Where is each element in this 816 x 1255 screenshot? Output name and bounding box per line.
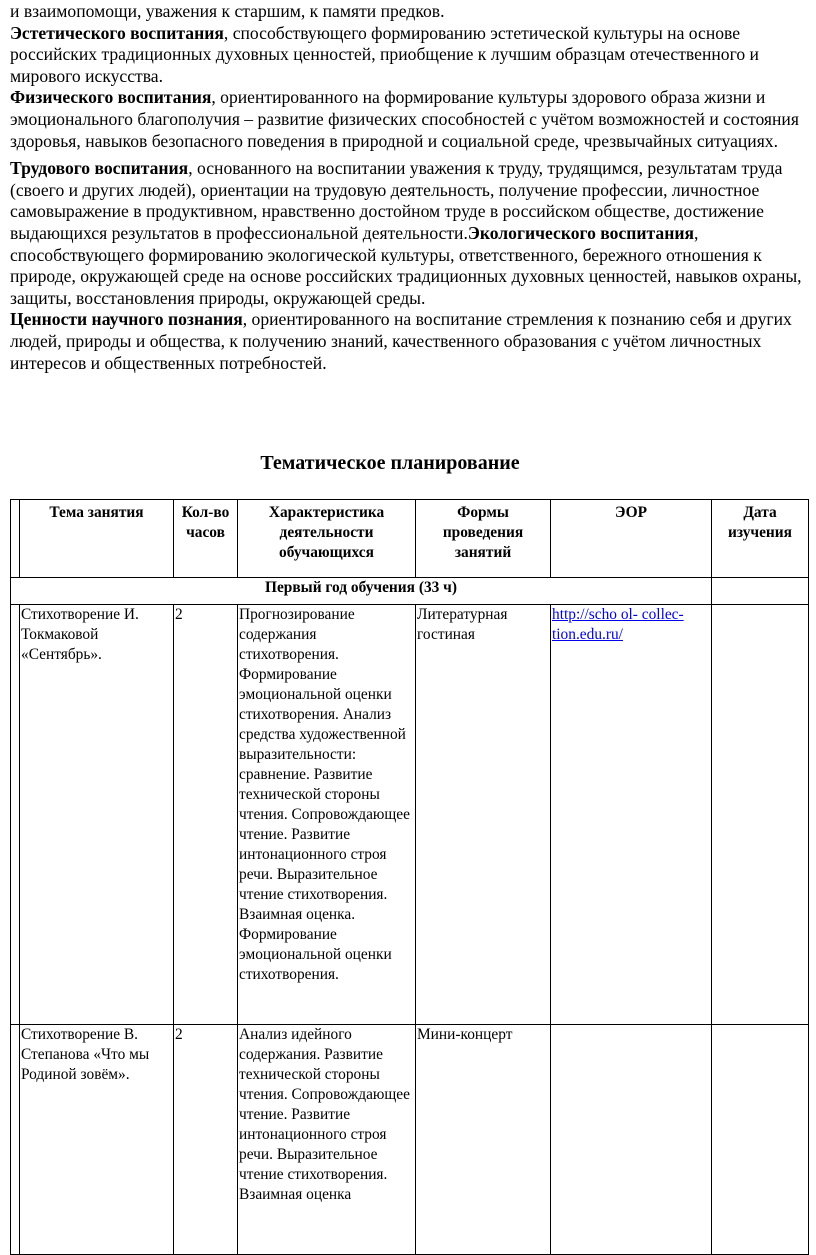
labor-text: , основанного на воспитании уважения к труду, трудящимся, результатам труда (своего и других людей), ориентации на трудовую деятельность, получение профессии, личностное самовыражение в продуктивном, нравственно достойном труде в российском обществе, достижение выдающихся результатов в профессиональной деятельности. (10, 158, 783, 243)
row-eor (551, 1025, 712, 1255)
row-activity: Анализ идейного содержания. Развитие технической стороны чтения. Сопровождающее чтение. Развитие интонационного строя речи. Выразительное чтение стихотворения. Взаимная оценка (238, 1025, 416, 1255)
row-form: Мини-концерт (416, 1025, 551, 1255)
eor-link[interactable]: http://scho ol- collec- tion.edu.ru/ (552, 606, 684, 643)
header-form: Формы проведения занятий (416, 500, 551, 578)
header-date: Дата изучения (712, 500, 809, 578)
physical-heading: Физического воспитания (10, 87, 212, 108)
header-eor: ЭОР (551, 500, 712, 578)
intro-tail-paragraph: и взаимопомощи, уважения к старшим, к памяти предков. (10, 1, 445, 21)
header-spacer-cell (11, 500, 20, 578)
physical-paragraph (10, 87, 808, 152)
row-topic: Стихотворение И. Токмаковой «Сентябрь». (20, 605, 174, 1025)
row-form: Литературная гостиная (416, 605, 551, 1025)
aesthetic-heading: Эстетического воспитания (10, 22, 224, 43)
table-header-row (11, 500, 809, 578)
row-hours: 2 (174, 605, 238, 1025)
row-date (712, 605, 809, 1025)
row-spacer-cell (11, 1025, 20, 1255)
table-row (11, 605, 809, 1025)
row-date (712, 1025, 809, 1255)
year-row (11, 578, 809, 605)
ecology-text: , способствующего формированию экологической культуры, ответственного, бережного отношения к природе, окружающей среде на основе российских традиционных духовных ценностей, навыков охраны, защиты, восстановления природы, окружающей среды. (10, 222, 802, 308)
science-text: , ориентированного на воспитание стремления к познанию себя и других людей, природы и общества, к получению знаний, качественного образования с учётом личностных интересов и общественных потребностей. (10, 309, 792, 373)
section-title: Тематическое планирование (260, 452, 520, 474)
row-topic: Стихотворение В. Степанова «Что мы Родиной зовём». (20, 1025, 174, 1255)
row-activity: Прогнозирование содержания стихотворения. Формирование эмоциональной оценки стихотворения. Анализ средства художественной выразительности: сравнение. Развитие технической стороны чтения. Сопровождающее чтение. Развитие интонационного строя речи. Выразительное чтение стихотворения. Взаимная оценка. Формирование эмоциональной оценки стихотворения. (238, 605, 416, 1025)
table-row (11, 1025, 809, 1255)
header-topic: Тема занятия (20, 500, 174, 578)
row-hours: 2 (174, 1025, 238, 1255)
row-eor (551, 605, 712, 1025)
aesthetic-paragraph (10, 23, 808, 88)
science-paragraph (10, 309, 808, 374)
ecology-heading: Экологического воспитания (467, 222, 694, 243)
header-hours: Кол-во часов (174, 500, 238, 578)
header-activity: Характеристика деятельности обучающихся (238, 500, 416, 578)
physical-text: , ориентированного на формирование культуры здорового образа жизни и эмоционального благополучия – развитие физических способностей с учётом возможностей и состояния здоровья, навыков безопасного поведения в природной и социальной среде, чрезвычайных ситуациях. (10, 87, 799, 151)
document-page (10, 0, 808, 1203)
labor-paragraph (10, 158, 808, 309)
year-label: Первый год обучения (33 ч) (11, 578, 712, 605)
year-date-cell (712, 578, 809, 605)
labor-heading: Трудового воспитания (10, 158, 189, 179)
aesthetic-text: , способствующего формированию эстетической культуры на основе российских традиционных духовных ценностей, приобщение к лучшим образцам отечественного и мирового искусства. (10, 22, 759, 86)
planning-table (10, 499, 809, 1255)
row-spacer-cell (11, 605, 20, 1025)
science-heading: Ценности научного познания (10, 309, 243, 330)
